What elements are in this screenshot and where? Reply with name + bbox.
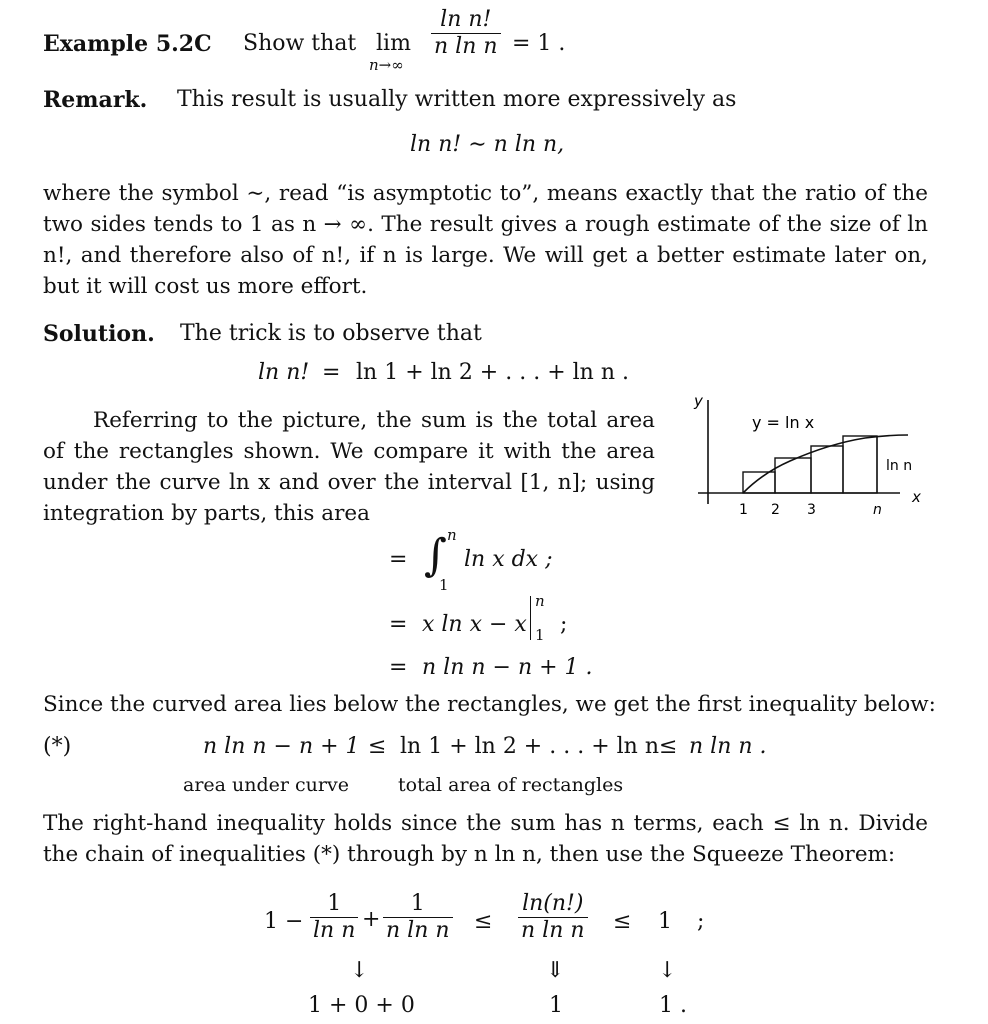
y-axis-label: y <box>694 392 703 410</box>
right-label: ln n <box>886 458 913 474</box>
label-area-under-curve: area under curve <box>183 774 349 796</box>
arrow-right: ↓ <box>658 958 677 983</box>
arrow-middle: ⇓ <box>546 958 565 983</box>
integral-lower: 1 <box>439 576 449 594</box>
inequality-lhs: n ln n − n + 1 <box>203 734 360 759</box>
figure-ln-rectangles <box>690 392 930 522</box>
inequality-paragraph: The right-hand inequality holds since the sum has n terms, each ≤ ln n. Divide the chain of inequalities (*) through by n ln n, then use the Squeeze Theorem: <box>43 811 928 867</box>
integral-sign: ∫ <box>424 530 447 581</box>
rect-3 <box>811 446 843 493</box>
curve-label: y = ln x <box>752 413 815 432</box>
label-total-area: total area of rectangles <box>398 774 624 796</box>
integral-eq3: = <box>389 655 408 680</box>
inequality-intro: Since the curved area lies below the rectangles, we get the first inequality below: <box>43 692 936 717</box>
integral-antiderivative: x ln x − x <box>422 612 527 637</box>
solution-label: Solution. <box>43 321 155 347</box>
squeeze-frac2-num: 1 <box>410 891 425 916</box>
limit-middle: 1 <box>549 993 563 1018</box>
example-lim-sub: n→∞ <box>369 56 404 74</box>
ln-curve <box>743 435 908 493</box>
squeeze-frac1-den: ln n <box>313 918 356 943</box>
example-equals-one: = 1 . <box>512 31 566 56</box>
remark-paragraph: where the symbol ∼, read “is asymptotic to”, means exactly that the ratio of the two sides tends to 1 as n → ∞. The result gives a rough estimate of the size of ln n!, and therefore also of n!, if n is large. We will get a better estimate later on, but it will cost us more effort. <box>43 181 928 299</box>
squeeze-le1: ≤ <box>474 909 493 934</box>
integral-integrand: ln x dx ; <box>464 547 553 572</box>
integral-result: n ln n − n + 1 . <box>422 655 593 680</box>
squeeze-one: 1 <box>658 909 672 934</box>
example-frac-num: ln n! <box>440 7 492 32</box>
squeeze-frac2 <box>383 891 453 944</box>
integral-upper: n <box>447 526 457 544</box>
example-lim: lim <box>376 31 411 56</box>
limit-left: 1 + 0 + 0 <box>308 993 415 1018</box>
solution-display-lhs: ln n! <box>258 360 310 385</box>
rect-4 <box>843 436 877 493</box>
solution-display-rhs: ln 1 + ln 2 + . . . + ln n . <box>356 360 629 385</box>
evaluation-bar <box>530 596 531 640</box>
squeeze-frac3-den: n ln n <box>521 918 585 943</box>
example-fraction <box>431 7 501 60</box>
inequality-tag: (*) <box>43 734 72 759</box>
tick-3: 3 <box>807 502 816 518</box>
rect-2 <box>775 458 811 493</box>
example-show-that: Show that <box>243 31 357 56</box>
solution-paragraph: Referring to the picture, the sum is the total area of the rectangles shown. We compare it with the area under the curve ln x and over the interval [1, n]; using integration by parts, this area <box>43 408 655 526</box>
remark-display: ln n! ∼ n ln n, <box>410 132 565 157</box>
eval-upper: n <box>535 592 545 610</box>
example-frac-den: n ln n <box>434 34 498 59</box>
integral-semicolon: ; <box>560 612 568 637</box>
squeeze-le2: ≤ <box>613 909 632 934</box>
tick-n: n <box>873 502 882 518</box>
squeeze-semicolon: ; <box>697 909 705 934</box>
squeeze-plus: + <box>362 907 381 932</box>
inequality-mid: ln 1 + ln 2 + . . . + ln n <box>400 734 659 759</box>
rect-1 <box>743 472 775 493</box>
solution-display-eq: = <box>322 360 341 385</box>
inequality-le1: ≤ <box>368 734 387 759</box>
squeeze-frac3 <box>518 891 588 944</box>
squeeze-frac1-num: 1 <box>327 891 342 916</box>
remark-label: Remark. <box>43 87 148 113</box>
squeeze-frac3-num: ln(n!) <box>522 891 584 916</box>
tick-1: 1 <box>739 502 748 518</box>
squeeze-frac2-den: n ln n <box>386 918 450 943</box>
integral-eq2: = <box>389 612 408 637</box>
eval-lower: 1 <box>535 626 545 644</box>
squeeze-frac1 <box>310 891 358 944</box>
tick-2: 2 <box>771 502 780 518</box>
example-label: Example 5.2C <box>43 31 212 57</box>
remark-text: This result is usually written more expressively as <box>177 87 737 112</box>
solution-text: The trick is to observe that <box>180 321 482 346</box>
inequality-rhs: n ln n . <box>689 734 767 759</box>
limit-right: 1 . <box>659 993 687 1018</box>
inequality-le2: ≤ <box>659 734 678 759</box>
arrow-left: ↓ <box>350 958 369 983</box>
x-axis-label: x <box>912 488 921 506</box>
squeeze-one-minus: 1 − <box>264 909 304 934</box>
integral-eq1: = <box>389 547 408 572</box>
